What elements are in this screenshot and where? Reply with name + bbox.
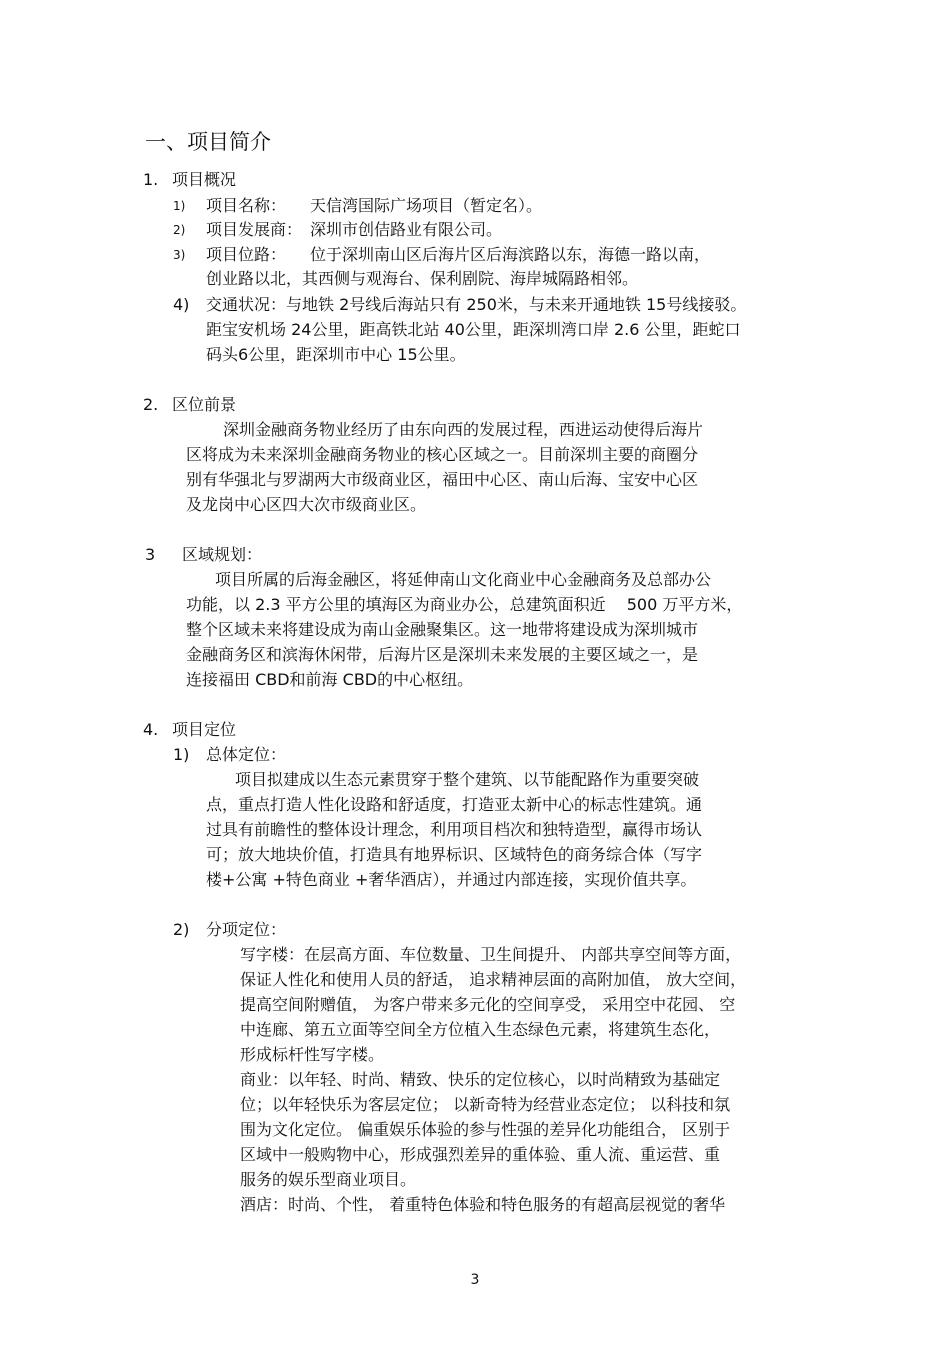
s1-item3-line2: 创业路以北，其西侧与观海台、保利剧院、海岸城隔路相邻。 <box>206 269 639 288</box>
page-number: 3 <box>470 1272 480 1288</box>
s3-number: 3 <box>145 545 156 564</box>
s4-sub1-line3: 过具有前瞻性的整体设计理念，利用项目档次和独特造型，赢得市场认 <box>206 820 703 839</box>
s4-sub2-line2: 保证人性化和使用人员的舒适， 追求精神层面的高附加值， 放大空间， <box>240 970 747 989</box>
s1-item3-number: 3) <box>173 248 186 262</box>
s3-paragraph-line1: 项目所属的后海金融区，将延伸南山文化商业中心金融商务及总部办公 <box>215 570 712 589</box>
s1-item4-line3: 码头6公里，距深圳市中心 15公里。 <box>206 345 466 364</box>
s3-heading: 区域规划： <box>182 545 263 564</box>
s1-item4-line1: 交通状况：与地铁 2号线后海站只有 250米，与未来开通地铁 15号线接驳。 <box>206 295 747 314</box>
s4-sub1-line4: 可；放大地块价值，打造具有地界标识、区域特色的商务综合体（写字 <box>206 845 703 864</box>
s2-paragraph-line3: 别有华强北与罗湖两大市级商业区，福田中心区、南山后海、宝安中心区 <box>186 470 699 489</box>
s4-sub2-line1: 写字楼：在层高方面、车位数量、卫生间提升、 内部共享空间等方面， <box>240 945 742 964</box>
s1-number: 1. <box>143 170 159 189</box>
s4-sub2-heading: 分项定位： <box>206 920 287 939</box>
s2-number: 2. <box>143 395 159 414</box>
s1-item4-number: 4) <box>173 295 190 314</box>
s3-paragraph-line2: 功能，以 2.3 平方公里的填海区为商业办公，总建筑面积近 500 万平方米， <box>186 595 743 614</box>
s1-item2-number: 2) <box>173 223 186 237</box>
s4-sub2-line3: 提高空间附赠值， 为客户带来多元化的空间享受， 采用空中花园、 空 <box>240 995 736 1014</box>
s4-sub2-line6: 商业：以年轻、时尚、精致、快乐的定位核心，以时尚精致为基础定 <box>240 1070 721 1089</box>
s3-paragraph-line5: 连接福田 CBD和前海 CBD的中心枢纽。 <box>186 670 474 689</box>
s1-item4-line2: 距宝安机场 24公里，距高铁北站 40公里，距深圳湾口岸 2.6 公里，距蛇口 <box>206 320 741 339</box>
s4-sub1-number: 1) <box>173 745 190 764</box>
s2-paragraph-line4: 及龙岗中心区四大次市级商业区。 <box>186 495 427 514</box>
s4-sub1-line5: 楼+公寓 +特色商业 +奢华酒店），并通过内部连接，实现价值共享。 <box>206 870 697 889</box>
s4-sub2-line7: 位；以年轻快乐为客层定位； 以新奇特为经营业态定位； 以科技和氛 <box>240 1095 731 1114</box>
s2-paragraph-line2: 区将成为未来深圳金融商务物业的核心区域之一。目前深圳主要的商圈分 <box>186 445 699 464</box>
s3-paragraph-line4: 金融商务区和滨海休闲带，后海片区是深圳未来发展的主要区域之一，是 <box>186 645 699 664</box>
s1-heading: 项目概况 <box>172 170 237 189</box>
s2-heading: 区位前景 <box>172 395 237 414</box>
s1-item2-text: 项目发展商： 深圳市创佶路业有限公司。 <box>206 220 503 239</box>
s4-sub2-line11: 酒店：时尚、个性， 着重特色体验和特色服务的有超高层视觉的奢华 <box>240 1195 726 1214</box>
s1-item3-line1: 项目位路： 位于深圳南山区后海片区后海滨路以东，海德一路以南， <box>206 245 711 264</box>
s4-number: 4. <box>143 720 159 739</box>
s4-heading: 项目定位 <box>172 720 237 739</box>
s4-sub2-line8: 围为文化定位。 偏重娱乐体验的参与性强的差异化功能组合， 区别于 <box>240 1120 731 1139</box>
s4-sub2-line5: 形成标杆性写字楼。 <box>240 1045 385 1064</box>
s1-item1-number: 1) <box>173 199 186 213</box>
s4-sub1-heading: 总体定位： <box>206 745 287 764</box>
s4-sub2-line9: 区域中一般购物中心，形成强烈差异的重体验、重人流、重运营、重 <box>240 1145 721 1164</box>
s4-sub2-line10: 服务的娱乐型商业项目。 <box>240 1170 417 1189</box>
s4-sub1-line2: 点，重点打造人性化设路和舒适度，打造亚太新中心的标志性建筑。通 <box>206 795 703 814</box>
s2-paragraph-line1: 深圳金融商务物业经历了由东向西的发展过程，西进运动使得后海片 <box>223 420 704 439</box>
section-title: 一、项目简介 <box>145 130 271 154</box>
s3-paragraph-line3: 整个区域未来将建设成为南山金融聚集区。这一地带将建设成为深圳城市 <box>186 620 699 639</box>
s1-item1-text: 项目名称： 天信湾国际广场项目（暂定名）。 <box>206 196 543 215</box>
s4-sub1-line1: 项目拟建成以生态元素贯穿于整个建筑、以节能配路作为重要突破 <box>235 770 700 789</box>
s4-sub2-number: 2) <box>173 920 190 939</box>
s4-sub2-line4: 中连廊、第五立面等空间全方位植入生态绿色元素，将建筑生态化， <box>240 1020 721 1039</box>
